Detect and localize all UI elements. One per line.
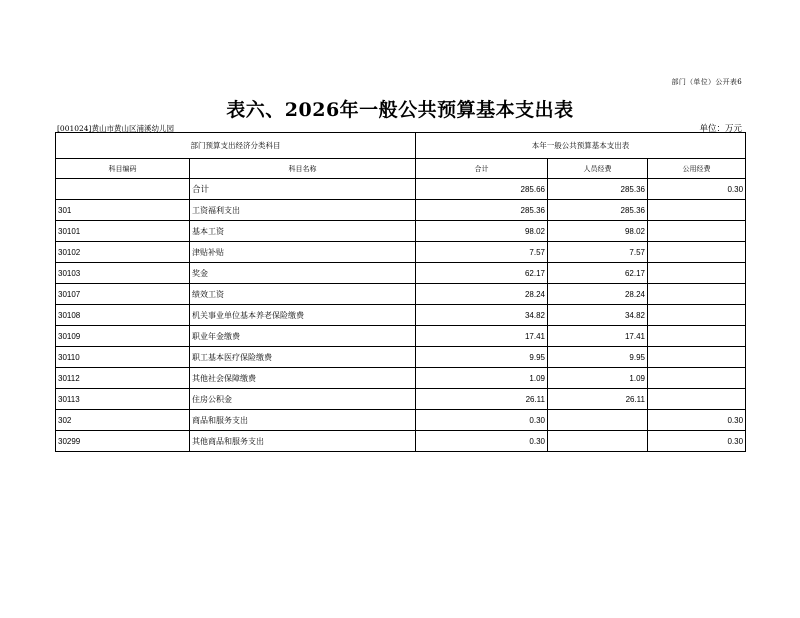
budget-table (55, 132, 746, 452)
cell-public (648, 368, 746, 389)
cell-code: 302 (56, 410, 190, 431)
table-column-header-row (56, 159, 746, 179)
cell-code: 30101 (56, 221, 190, 242)
cell-code: 30113 (56, 389, 190, 410)
table-total-row (56, 179, 746, 200)
organization-label: [001024]黄山市黄山区浦溪幼儿园 (57, 124, 174, 133)
cell-personnel: 285.36 (548, 179, 648, 200)
cell-total: 0.30 (416, 410, 548, 431)
table-group-header-row (56, 133, 746, 159)
cell-code: 30108 (56, 305, 190, 326)
cell-public: 0.30 (648, 410, 746, 431)
group-header-classification: 部门预算支出经济分类科目 (56, 133, 416, 159)
cell-personnel: 26.11 (548, 389, 648, 410)
cell-name: 机关事业单位基本养老保险缴费 (190, 305, 416, 326)
cell-name: 津贴补贴 (190, 242, 416, 263)
cell-name: 商品和服务支出 (190, 410, 416, 431)
column-header-public: 公用经费 (648, 159, 746, 179)
cell-total: 17.41 (416, 326, 548, 347)
cell-name: 职工基本医疗保险缴费 (190, 347, 416, 368)
cell-name: 职业年金缴费 (190, 326, 416, 347)
cell-name: 其他社会保障缴费 (190, 368, 416, 389)
cell-total: 285.66 (416, 179, 548, 200)
cell-public: 0.30 (648, 179, 746, 200)
cell-code: 301 (56, 200, 190, 221)
cell-total: 28.24 (416, 284, 548, 305)
cell-public (648, 284, 746, 305)
sheet-tag: 部门（单位）公开表6 (671, 78, 742, 86)
cell-code: 30103 (56, 263, 190, 284)
table-row (56, 305, 746, 326)
cell-public (648, 326, 746, 347)
cell-public (648, 263, 746, 284)
table-row (56, 242, 746, 263)
cell-personnel: 62.17 (548, 263, 648, 284)
cell-personnel: 28.24 (548, 284, 648, 305)
cell-name: 合计 (190, 179, 416, 200)
cell-total: 9.95 (416, 347, 548, 368)
table-row (56, 326, 746, 347)
cell-code: 30102 (56, 242, 190, 263)
cell-total: 1.09 (416, 368, 548, 389)
table-row (56, 347, 746, 368)
cell-personnel (548, 431, 648, 452)
cell-total: 98.02 (416, 221, 548, 242)
column-header-total: 合计 (416, 159, 548, 179)
cell-personnel: 17.41 (548, 326, 648, 347)
cell-total: 34.82 (416, 305, 548, 326)
cell-name: 绩效工资 (190, 284, 416, 305)
column-header-code: 科目编码 (56, 159, 190, 179)
cell-public (648, 305, 746, 326)
cell-name: 基本工资 (190, 221, 416, 242)
cell-total: 62.17 (416, 263, 548, 284)
column-header-name: 科目名称 (190, 159, 416, 179)
cell-code: 30109 (56, 326, 190, 347)
table-row (56, 221, 746, 242)
column-header-personnel: 人员经费 (548, 159, 648, 179)
table-row (56, 389, 746, 410)
cell-personnel: 34.82 (548, 305, 648, 326)
cell-personnel (548, 410, 648, 431)
cell-total: 285.36 (416, 200, 548, 221)
cell-public: 0.30 (648, 431, 746, 452)
cell-code: 30299 (56, 431, 190, 452)
cell-code: 30112 (56, 368, 190, 389)
cell-public (648, 242, 746, 263)
cell-name: 工资福利支出 (190, 200, 416, 221)
cell-code: 30110 (56, 347, 190, 368)
cell-personnel: 9.95 (548, 347, 648, 368)
cell-code: 30107 (56, 284, 190, 305)
cell-total: 26.11 (416, 389, 548, 410)
cell-total: 7.57 (416, 242, 548, 263)
cell-name: 奖金 (190, 263, 416, 284)
table-row (56, 284, 746, 305)
table-row (56, 410, 746, 431)
cell-name: 住房公积金 (190, 389, 416, 410)
cell-public (648, 200, 746, 221)
table-row (56, 200, 746, 221)
table-row (56, 431, 746, 452)
table-row (56, 263, 746, 284)
cell-personnel: 7.57 (548, 242, 648, 263)
cell-personnel: 285.36 (548, 200, 648, 221)
group-header-budget: 本年一般公共预算基本支出表 (416, 133, 746, 159)
cell-personnel: 98.02 (548, 221, 648, 242)
table-row (56, 368, 746, 389)
cell-personnel: 1.09 (548, 368, 648, 389)
unit-label: 单位：万元 (699, 124, 742, 134)
page-title: 表六、2026年一般公共预算基本支出表 (226, 99, 574, 121)
cell-name: 其他商品和服务支出 (190, 431, 416, 452)
cell-public (648, 347, 746, 368)
cell-total: 0.30 (416, 431, 548, 452)
cell-public (648, 221, 746, 242)
cell-public (648, 389, 746, 410)
cell-code (56, 179, 190, 200)
